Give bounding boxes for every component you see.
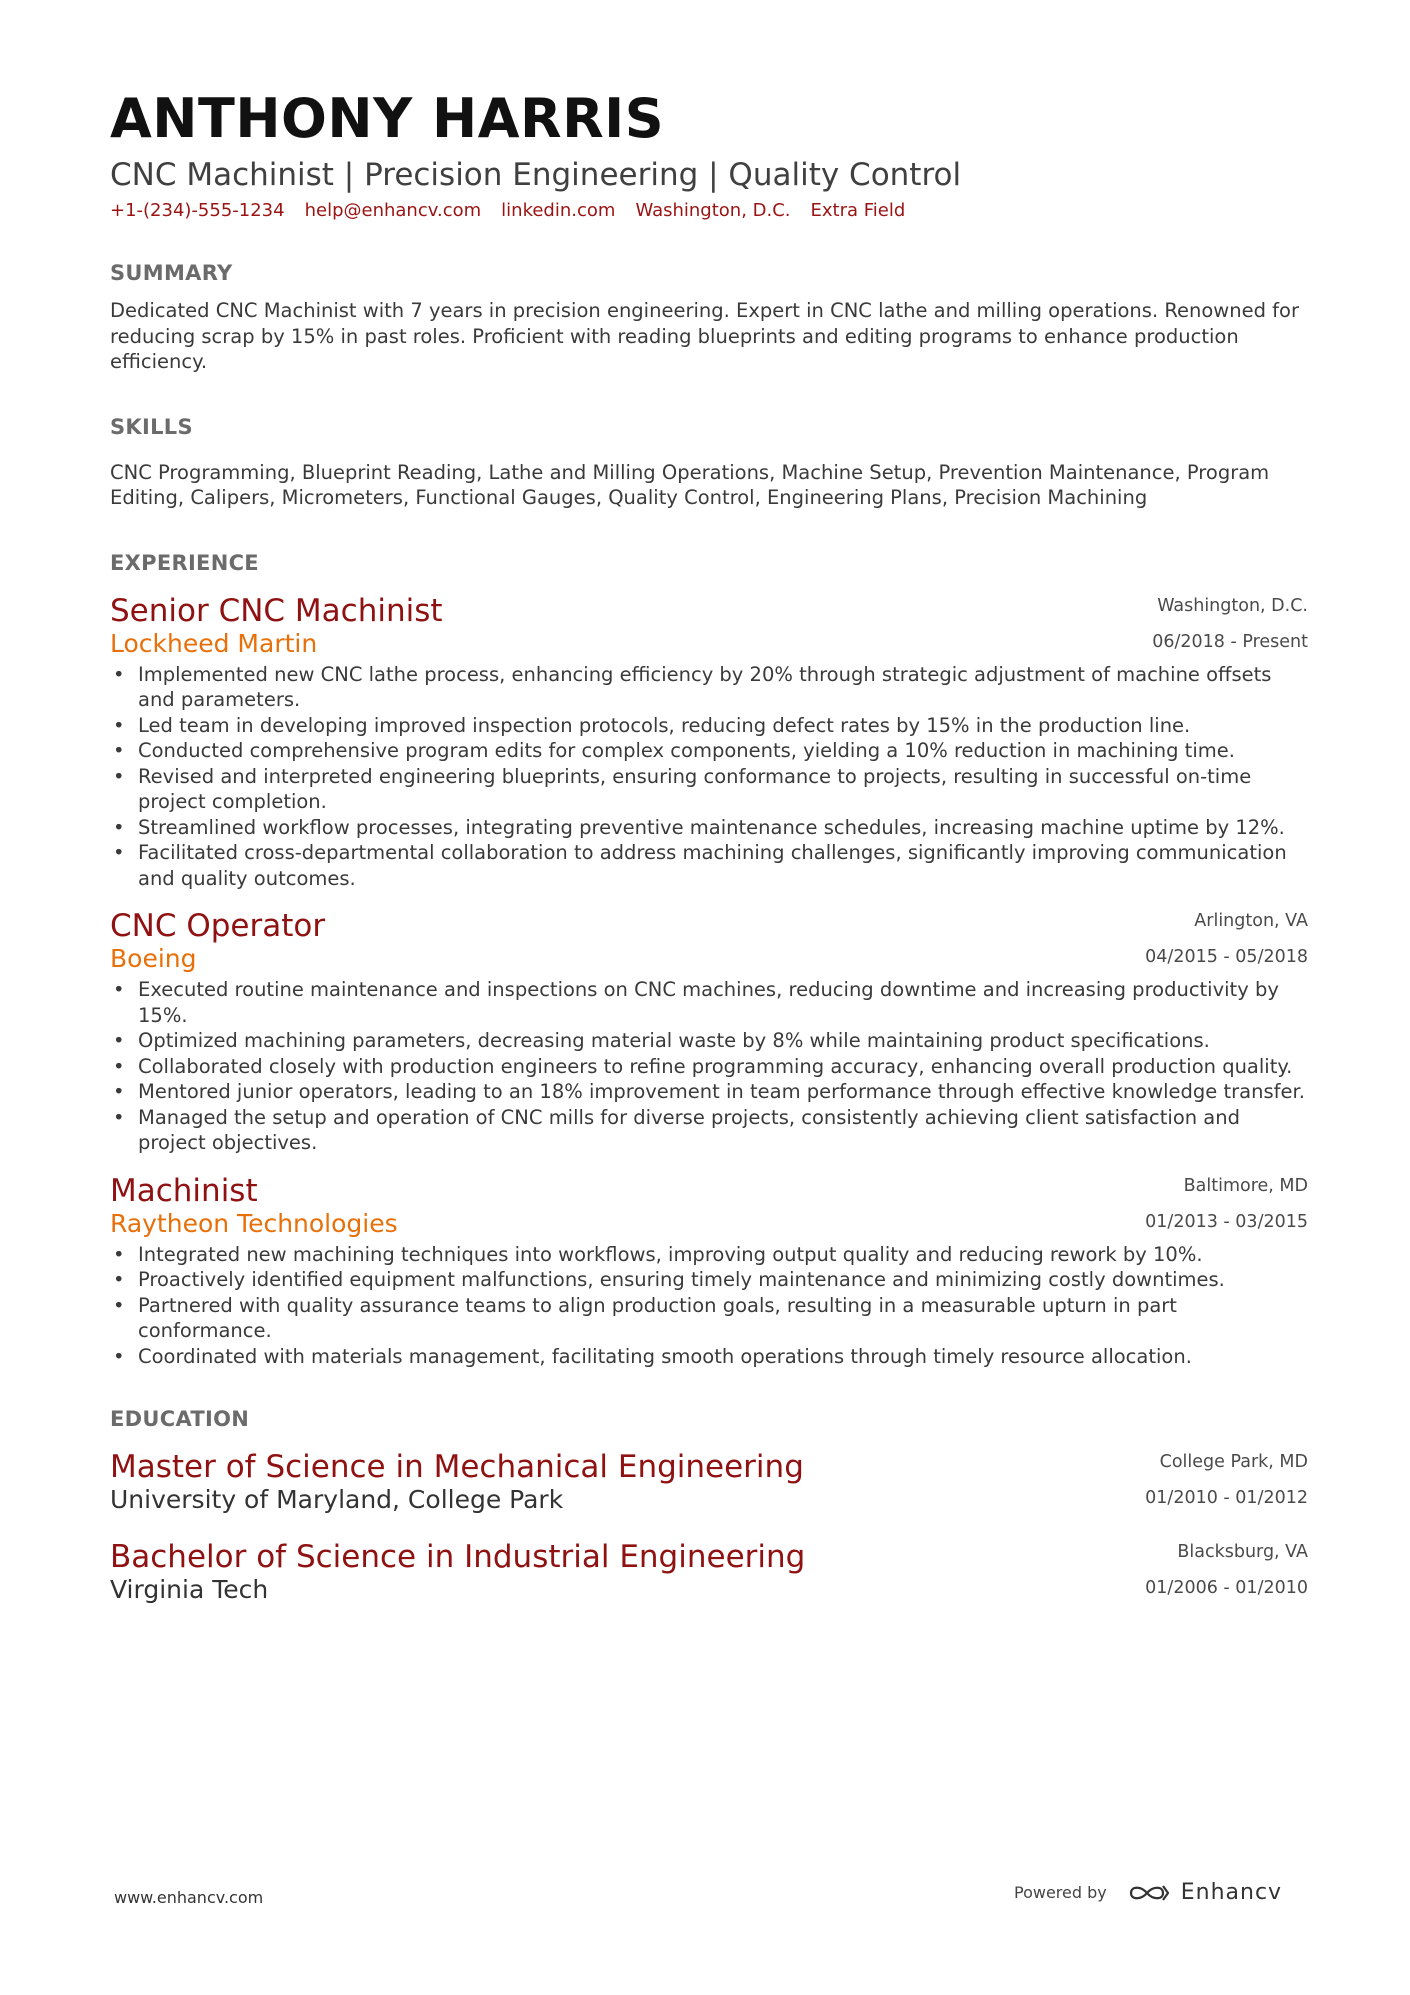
footer-branding — [1014, 1880, 1282, 1905]
job-bullets — [110, 1242, 1308, 1370]
bullet-item: • Led team in developing improved inspection protocols, reducing defect rates by 15% in the production line. — [110, 713, 1308, 739]
education-heading: EDUCATION — [110, 1407, 250, 1432]
candidate-title: CNC Machinist | Precision Engineering | Quality Control — [110, 157, 962, 193]
school-name: University of Maryland, College Park — [110, 1485, 564, 1515]
school-dates: 01/2010 - 01/2012 — [1145, 1488, 1308, 1509]
school-dates: 01/2006 - 01/2010 — [1145, 1578, 1308, 1599]
job-dates: 04/2015 - 05/2018 — [1145, 947, 1308, 968]
degree-title: Master of Science in Mechanical Engineering — [110, 1449, 804, 1486]
contact-email[interactable]: help@enhancv.com — [304, 200, 482, 222]
job-bullets — [110, 662, 1308, 892]
bullet-item: • Conducted comprehensive program edits for complex components, yielding a 10% reduction in machining time. — [110, 738, 1308, 764]
education-entry — [110, 1450, 1308, 1516]
brand-name: Enhancv — [1180, 1880, 1283, 1905]
job-location: Baltimore, MD — [1183, 1175, 1308, 1196]
bullet-item: • Executed routine maintenance and inspections on CNC machines, reducing downtime and increasing productivity by 15%. — [110, 977, 1308, 1028]
contact-extra-field: Extra Field — [810, 200, 906, 222]
brand-link[interactable] — [1127, 1880, 1282, 1905]
job-dates: 06/2018 - Present — [1152, 631, 1308, 652]
job-bullets — [110, 977, 1308, 1156]
candidate-name: ANTHONY HARRIS — [110, 87, 665, 150]
job-company: Boeing — [110, 944, 197, 974]
contact-list — [110, 200, 1308, 221]
bullet-item: • Proactively identified equipment malfunctions, ensuring timely maintenance and minimizing costly downtimes. — [110, 1267, 1308, 1293]
bullet-item: • Implemented new CNC lathe process, enhancing efficiency by 20% through strategic adjustment of machine offsets and parameters. — [110, 662, 1308, 713]
experience-entry — [110, 594, 1308, 892]
bullet-item: • Integrated new machining techniques into workflows, improving output quality and reducing rework by 10%. — [110, 1242, 1308, 1268]
education-entry — [110, 1540, 1308, 1606]
experience-heading: EXPERIENCE — [110, 550, 259, 575]
enhancv-logo-icon — [1127, 1881, 1171, 1905]
job-role: Machinist — [110, 1172, 258, 1209]
school-location: Blacksburg, VA — [1177, 1542, 1308, 1563]
degree-title: Bachelor of Science in Industrial Engineering — [110, 1539, 806, 1576]
experience-entry — [110, 1174, 1308, 1370]
powered-by-label: Powered by — [1014, 1883, 1107, 1902]
job-role: Senior CNC Machinist — [110, 592, 443, 629]
bullet-item: • Optimized machining parameters, decreasing material waste by 8% while maintaining product specifications. — [110, 1028, 1308, 1054]
experience-entry — [110, 909, 1308, 1156]
bullet-item: • Streamlined workflow processes, integrating preventive maintenance schedules, increasing machine uptime by 12%. — [110, 815, 1308, 841]
school-name: Virginia Tech — [110, 1575, 269, 1605]
job-company: Raytheon Technologies — [110, 1208, 398, 1238]
bullet-item: • Revised and interpreted engineering blueprints, ensuring conformance to projects, resulting in successful on-time project completion. — [110, 764, 1308, 815]
bullet-item: • Mentored junior operators, leading to an 18% improvement in team performance through effective knowledge transfer. — [110, 1079, 1308, 1105]
contact-location: Washington, D.C. — [635, 200, 791, 222]
skills-text: CNC Programming, Blueprint Reading, Lathe and Milling Operations, Machine Setup, Prevention Maintenance, Program Editing, Calipers, Micrometers, Functional Gauges, Quality Control, Engineering Plans, Precision Machining — [110, 460, 1270, 510]
job-company: Lockheed Martin — [110, 628, 318, 658]
bullet-item: • Partnered with quality assurance teams to align production goals, resulting in a measurable upturn in part conformance. — [110, 1293, 1308, 1344]
resume-page — [110, 87, 1308, 1606]
job-location: Washington, D.C. — [1157, 595, 1308, 616]
bullet-item: • Facilitated cross-departmental collaboration to address machining challenges, significantly improving communication and quality outcomes. — [110, 840, 1308, 891]
summary-text: Dedicated CNC Machinist with 7 years in precision engineering. Expert in CNC lathe and milling operations. Renowned for reducing scrap by 15% in past roles. Proficient with reading blueprints and editing programs to enhance production efficiency. — [110, 299, 1299, 374]
skills-heading: SKILLS — [110, 414, 193, 439]
summary-heading: SUMMARY — [110, 261, 233, 286]
school-location: College Park, MD — [1159, 1452, 1308, 1473]
contact-linkedin[interactable]: linkedin.com — [501, 200, 616, 222]
job-dates: 01/2013 - 03/2015 — [1145, 1211, 1308, 1232]
footer-website[interactable]: www.enhancv.com — [114, 1888, 264, 1907]
bullet-item: • Managed the setup and operation of CNC mills for diverse projects, consistently achieving client satisfaction and project objectives. — [110, 1105, 1308, 1156]
job-location: Arlington, VA — [1194, 911, 1308, 932]
job-role: CNC Operator — [110, 908, 326, 945]
contact-phone[interactable]: +1-(234)-555-1234 — [110, 200, 285, 222]
bullet-item: • Collaborated closely with production engineers to refine programming accuracy, enhancing overall production quality. — [110, 1054, 1308, 1080]
bullet-item: • Coordinated with materials management, facilitating smooth operations through timely resource allocation. — [110, 1344, 1308, 1370]
